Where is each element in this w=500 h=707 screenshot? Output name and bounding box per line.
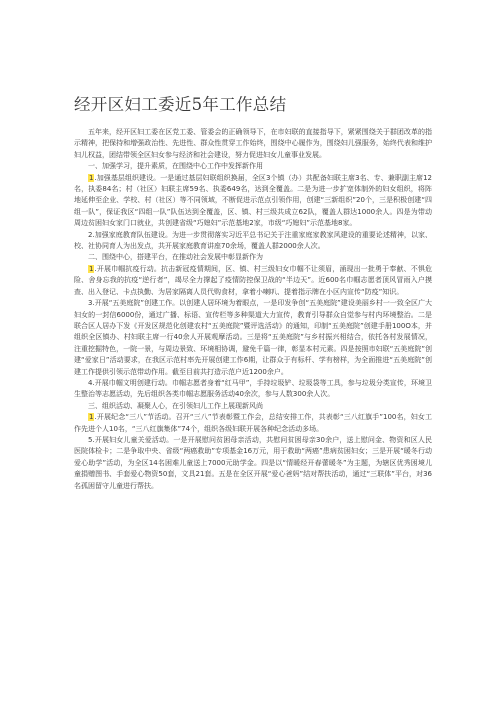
document-title: 经开区妇工委近5年工作总结 bbox=[74, 95, 287, 114]
paragraph-text: .开展纪念“三八”节活动。召开“三八”节表彰暨工作会，总结安排工作，共表彰“三八红旗手”100名，妇女工作先进个人10名，“三八红旗集体”74个，组织各级妇联开展各种纪念活动多场。 bbox=[74, 413, 432, 433]
document-paragraph bbox=[74, 264, 432, 298]
highlighted-number: 1 bbox=[89, 173, 94, 182]
highlighted-number: 1 bbox=[89, 264, 94, 273]
paragraph-text: 五年来，经开区妇工委在区党工委、管委会的正确领导下，在市妇联的直接指导下，紧紧围绕关于群团改革的指示精神，把保持和增强政治性、先进性、群众性贯穿工作始终，围绕中心履作为，围绕妇儿强服务，始终代表和维护妇儿权益，团结带领全区妇女参与经济和社会建设，努力促进妇女儿童事业发展。 bbox=[74, 128, 432, 159]
paragraph-text: .加强基层组织建设。一是通过基层妇联组织换届，全区3个镇（办）共配备妇联主席3名、专、兼职副主席12名，执委84名；村（社区）妇联主席59名、执委649名，达到全覆盖。二是为进一步扩宽体制外的妇女组织，将阵地延伸至企业、学校、村（社区）等不同领域，不断促进示范点引领作用，创建“三新组织”20个，三是积极创建“四组一队”，保证我区“四组一队”队伍达到全覆盖，区、镇、村三级共成立62队，覆盖人群达1000余人。四是为带动周边贫困妇女家门口就业，共创建省级“巧媳妇”示范基地2家，市级“巧媳妇”示范基地8家。 bbox=[74, 173, 432, 228]
document-paragraph bbox=[74, 252, 432, 263]
paragraph-text: 5.开展妇女儿童关爱活动。一是开展慰问贫困母亲活动，共慰问贫困母亲30余户，送上慰问金、物资和区人民医院体检卡；二是争取中央、省级“两癌救助”专项基金16万元，用于救助“两癌”患病贫困妇女；三是开展“暖冬行动爱心助学”活动，为全区14名困难儿童送上7000元助学金。四是以“情暖经开春蕾暖冬”为主题，为辖区优秀困境儿童捐赠图书、手套爱心物资50套，文具21套。五是在全区开展“爱心爸妈”结对帮扶活动，通过“三联体”平台，对36名孤困留守儿童进行帮扶。 bbox=[74, 435, 432, 490]
highlighted-number: 1 bbox=[89, 413, 94, 422]
paragraph-text: 一、加强学习，提升素质，在围绕中心工作中发挥新作用 bbox=[88, 162, 263, 171]
document-paragraph bbox=[74, 298, 432, 378]
document-paragraph bbox=[74, 435, 432, 492]
document-body bbox=[74, 127, 432, 492]
document-paragraph bbox=[74, 230, 432, 253]
paragraph-text: 二、围绕中心，搭建平台，在推动社会发展中彰显新作为 bbox=[88, 253, 263, 262]
paragraph-text: 3.开展“五美庭院”创建工作。以创建人居环境为着眼点，一是印发争创“五美庭院”建设美丽乡村一一致全区广大妇女的一封信6000份，通过广播、标语、宣传栏等多种渠道大力宣传，教育引导群众自觉参与村内环境整治。二是联合区人居办下发《开发区规范化创建农村“五美庭院”暨评选活动》的通知，印制“五美庭院”创建手册100O本，并组织全区镇办、村妇联主席一行40余人开展观摩活动。三是将“五美庭院”与乡村振兴相结合，依托各村发展情况，注重挖掘特色，一院一景，与周边景致、环境相协调，避免千篇一律，彰显本村元素。四是按照市妇联“五美庭院”创建“爱家日”活动要求，在我区示范村率先开展创建工作6期，让群众于有标杆、学有榜样，为全面推进“五美庭院”创建工作提供引领示范带动作用。截至目前共打造示范户近1200余户。 bbox=[74, 299, 432, 376]
document-paragraph bbox=[74, 173, 432, 230]
paragraph-text: 4.开展巾帼文明创建行动。巾帼志愿者身着“红马甲”，手持垃圾铲、垃圾袋等工具，参与垃圾分类宣传，环境卫生整治等志愿活动，先后组织各类巾帼志愿服务活动40余次，参与人数300余人次。 bbox=[74, 378, 432, 399]
document-paragraph bbox=[74, 127, 432, 161]
paragraph-text: 2.加强家庭教育队伍建设。为进一步贯彻落实习近平总书记关于注重家庭家教家风建设的重要论述精神，以家、校、社协同育人为出发点，共开展家庭教育讲座70余场，覆盖人群2000余人次。 bbox=[74, 230, 432, 251]
paragraph-text: 三、组织活动、凝聚人心，在引领妇儿工作上展现新风尚 bbox=[88, 401, 263, 410]
document-paragraph bbox=[74, 161, 432, 172]
document-paragraph bbox=[74, 378, 432, 401]
document-paragraph bbox=[74, 401, 432, 412]
paragraph-text: .开展巾帼抗疫行动。抗击新冠疫情期间，区、镇、村三级妇女巾帼不让须眉，涌现出一批勇于奉献、不惧危险、舍身忘我的抗疫“逆行者”，竭尽全力撑起了疫情防控保卫战的“半边天”。近600名巾帼志愿者顶风冒雨入户摸查、出入登记、卡点执勤、为居家隔离人员代购食材，拿着小喇叭、提着指示牌在小区内宣传“防疫”知识。 bbox=[74, 264, 432, 296]
document-paragraph bbox=[74, 412, 432, 435]
